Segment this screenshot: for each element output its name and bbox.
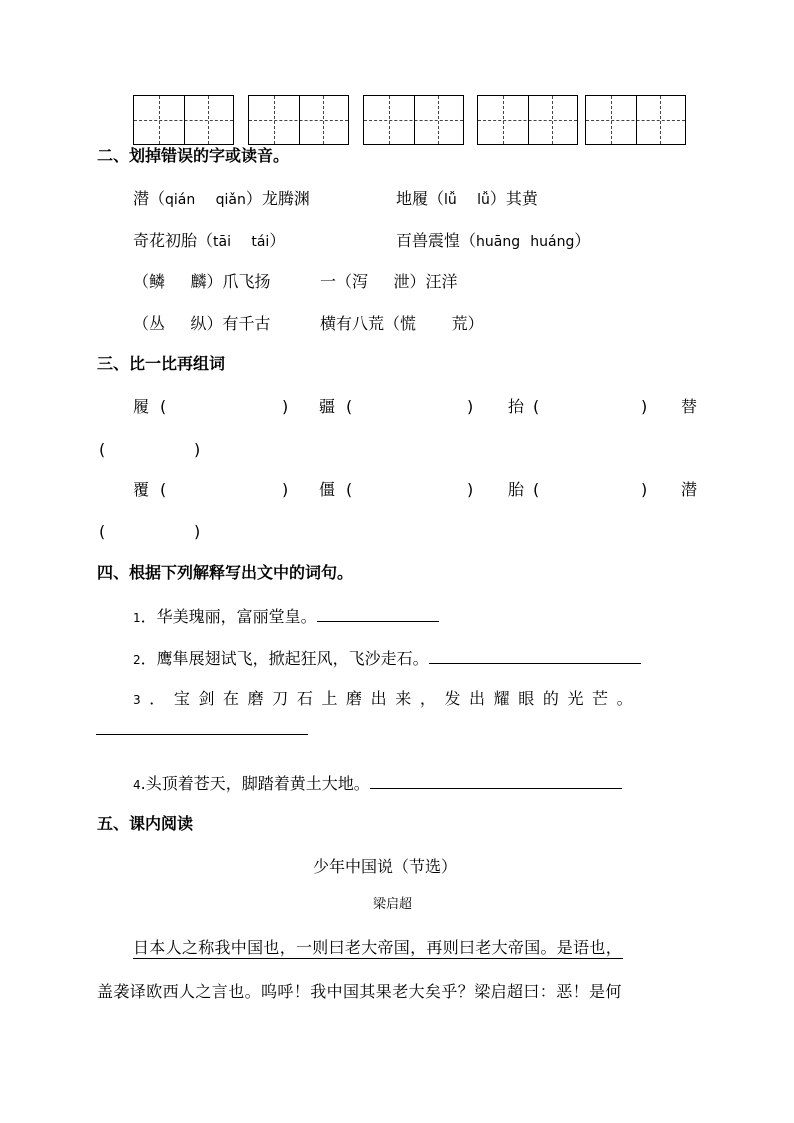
word-text: 潜 (133, 189, 150, 208)
pinyin-option-1[interactable]: tāi (213, 234, 231, 250)
pinyin-option-1[interactable]: qián (165, 192, 196, 208)
answer-blank[interactable] (429, 649, 641, 664)
item-text: 华美瑰丽，富丽堂皇。 (156, 607, 317, 626)
word-rest: 龙腾渊 (261, 189, 310, 208)
s3-row2-char3: 胎 (508, 480, 525, 499)
s4-item-2: 2．鹰隼展翅试飞，掀起狂风，飞沙走石。 (133, 649, 641, 670)
writing-grid-2[interactable] (248, 95, 349, 145)
passage-title: 少年中国说（节选） (313, 857, 458, 876)
s2-row1-item1: 潜（qián qiǎn）龙腾渊 (133, 189, 310, 208)
s3-row1-paren-close: ) (641, 397, 648, 416)
s4-item-4: 4.头顶着苍天，脚踏着黄土大地。 (133, 774, 622, 795)
passage-line-1: 日本人之称我中国也，一则曰老大帝国，再则曰老大帝国。是语也， (133, 938, 623, 957)
s3-row2-paren-open: ( (346, 480, 353, 499)
item-text: 鹰隼展翅试飞，掀起狂风，飞沙走石。 (156, 649, 429, 668)
section3-heading: 三、比一比再组词 (97, 354, 226, 373)
word-text: 奇花初胎 (133, 231, 198, 250)
pinyin-option-2[interactable]: tái (251, 234, 270, 250)
s2-row2-item2: 百兽震惶（huāng huáng） (396, 231, 591, 250)
char-option-2[interactable]: 泄 (393, 272, 410, 291)
s3-row1-paren-open: ( (160, 397, 167, 416)
item-text: 头顶着苍天，脚踏着黄土大地。 (145, 774, 370, 793)
s3-row2-paren-close: ) (282, 480, 289, 499)
word-prefix: 一 (320, 272, 337, 291)
char-option-2[interactable]: 纵 (190, 314, 207, 333)
section2-heading: 二、划掉错误的字或读音。 (97, 146, 290, 165)
s4-item-3-answer-blank[interactable] (96, 734, 308, 735)
s3-row2-char2: 僵 (319, 480, 336, 499)
pinyin-option-1[interactable]: huāng (476, 234, 521, 250)
word-rest: 其黄 (505, 189, 538, 208)
item-number: 4 (133, 778, 141, 792)
s3-row1-paren-close: ) (467, 397, 474, 416)
s3-row2-paren-close: ) (641, 480, 648, 499)
char-option-1[interactable]: 泻 (352, 272, 369, 291)
s3-row1-paren-open: ( (533, 397, 540, 416)
s3-row1-char4: 替 (681, 397, 698, 416)
pinyin-option-2[interactable]: huáng (530, 234, 575, 250)
char-option-2[interactable]: 麟 (190, 272, 207, 291)
passage-underline (133, 958, 623, 959)
word-prefix: 横有八荒 (320, 314, 385, 333)
answer-blank[interactable] (370, 774, 622, 789)
s2-row4-item1: （丛 纵）有千古 (133, 314, 271, 333)
s4-item-3: 3．宝剑在磨刀石上磨出来，发出耀眼的光芒。 (133, 689, 642, 708)
s2-row1-item2: 地履（lǚ lǚ）其黄 (396, 189, 538, 208)
pinyin-option-2[interactable]: qiǎn (215, 192, 246, 208)
s3-row2-wrap-open: ( (99, 522, 106, 541)
char-option-1[interactable]: 慌 (400, 314, 417, 333)
s4-item-1: 1．华美瑰丽，富丽堂皇。 (133, 607, 439, 628)
s2-row4-item2: 横有八荒（慌 荒） (320, 314, 484, 333)
item-number: 1 (133, 611, 141, 625)
word-rest: 有千古 (222, 314, 271, 333)
word-rest: 汪洋 (425, 272, 458, 291)
passage-author: 梁启超 (373, 897, 413, 912)
s3-row1-char3: 抬 (508, 397, 525, 416)
writing-grid-1[interactable] (133, 95, 234, 145)
section5-heading: 五、课内阅读 (97, 814, 194, 833)
pinyin-option-1[interactable]: lǚ (444, 192, 457, 208)
s3-row2-wrap-close: ) (194, 522, 201, 541)
passage-line-2: 盖袭译欧西人之言也。呜呼！我中国其果老大矣乎？梁启超曰：恶！是何 (97, 982, 622, 1001)
item-text: 宝剑在磨刀石上磨出来，发出耀眼的光芒。 (173, 689, 642, 708)
item-number: 3 (133, 693, 150, 707)
writing-grid-3[interactable] (363, 95, 464, 145)
s3-row1-wrap-close: ) (194, 440, 201, 459)
s3-row1-wrap-open: ( (99, 440, 106, 459)
word-text: 百兽震惶 (396, 231, 461, 250)
s3-row1-char1: 履 (133, 397, 150, 416)
s2-row2-item1: 奇花初胎（tāi tái） (133, 231, 286, 250)
word-text: 地履 (396, 189, 429, 208)
writing-grid-5[interactable] (585, 95, 686, 145)
answer-blank[interactable] (317, 607, 439, 622)
s3-row2-paren-open: ( (160, 480, 167, 499)
char-option-2[interactable]: 荒 (451, 314, 468, 333)
s3-row2-char1: 覆 (133, 480, 150, 499)
s3-row1-paren-open: ( (346, 397, 353, 416)
word-rest: 爪飞扬 (222, 272, 271, 291)
s2-row3-item2: 一（泻 泄）汪洋 (320, 272, 458, 291)
section4-heading: 四、根据下列解释写出文中的词句。 (97, 563, 354, 582)
s3-row1-paren-close: ) (282, 397, 289, 416)
s3-row2-paren-open: ( (533, 480, 540, 499)
char-option-1[interactable]: 鳞 (149, 272, 166, 291)
pinyin-option-2[interactable]: lǚ (477, 192, 490, 208)
s2-row3-item1: （鳞 麟）爪飞扬 (133, 272, 271, 291)
writing-grid-4[interactable] (477, 95, 578, 145)
char-option-1[interactable]: 丛 (149, 314, 166, 333)
s3-row2-char4: 潜 (681, 480, 698, 499)
s3-row2-paren-close: ) (467, 480, 474, 499)
item-number: 2 (133, 653, 141, 667)
s3-row1-char2: 疆 (319, 397, 336, 416)
